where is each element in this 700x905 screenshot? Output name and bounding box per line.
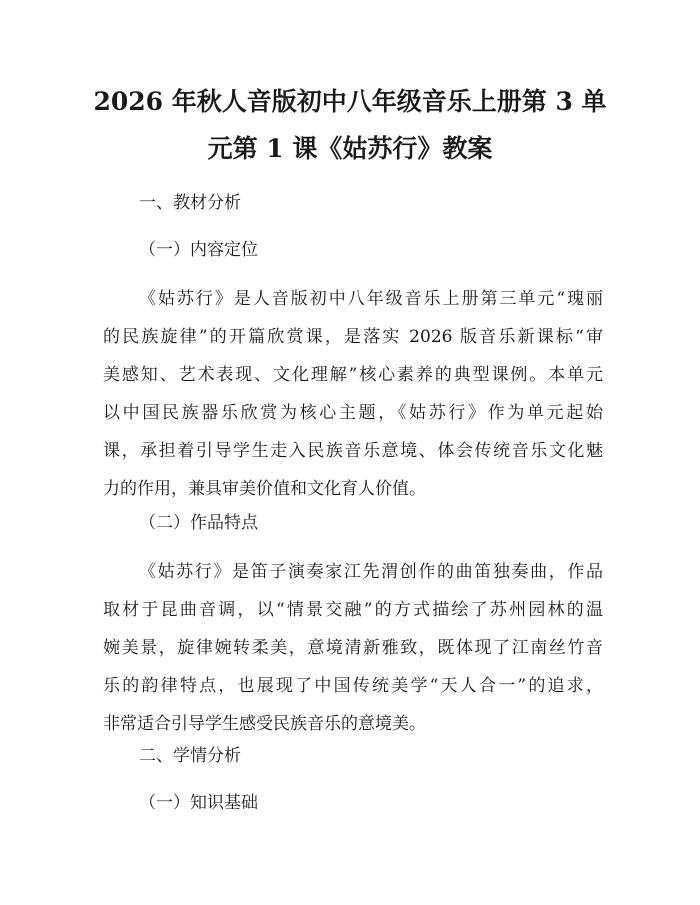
paragraph-content-positioning [103, 280, 603, 508]
paragraph-line: 课，承担着引导学生走入民族音乐意境、体会传统音乐文化魅 [103, 441, 603, 461]
subheading-work-features: （二）作品特点 [139, 513, 258, 533]
paragraph-line: 美感知、艺术表现、文化理解”核心素养的典型课例。本单元 [103, 365, 603, 385]
paragraph-line: 《姑苏行》是笛子演奏家江先渭创作的曲笛独奏曲，作品 [139, 562, 603, 582]
paragraph-work-features [103, 553, 603, 743]
document-title-line-2: 元第 1 课《姑苏行》教案 [207, 134, 493, 163]
subheading-content-positioning: （一）内容定位 [139, 240, 258, 260]
paragraph-line: 以中国民族器乐欣赏为核心主题，《姑苏行》作为单元起始 [103, 403, 603, 423]
paragraph-line: 取材于昆曲音调，以“情景交融”的方式描绘了苏州园林的温 [103, 600, 603, 620]
subheading-knowledge-foundation: （一）知识基础 [139, 793, 258, 813]
paragraph-line: 的民族旋律”的开篇欣赏课，是落实 2026 版音乐新课标“审 [103, 327, 603, 347]
paragraph-line: 非常适合引导学生感受民族音乐的意境美。 [103, 714, 426, 734]
section-heading-textbook-analysis: 一、教材分析 [139, 193, 241, 213]
paragraph-line: 力的作用，兼具审美价值和文化育人价值。 [103, 479, 426, 499]
document-title-line-1: 2026 年秋人音版初中八年级音乐上册第 3 单 [93, 87, 607, 116]
paragraph-line: 婉美景，旋律婉转柔美，意境清新雅致，既体现了江南丝竹音 [103, 638, 603, 658]
paragraph-line: 《姑苏行》是人音版初中八年级音乐上册第三单元“瑰丽 [139, 289, 603, 309]
paragraph-line: 乐的韵律特点，也展现了中国传统美学“天人合一”的追求， [103, 676, 603, 696]
section-heading-student-analysis: 二、学情分析 [139, 746, 241, 766]
